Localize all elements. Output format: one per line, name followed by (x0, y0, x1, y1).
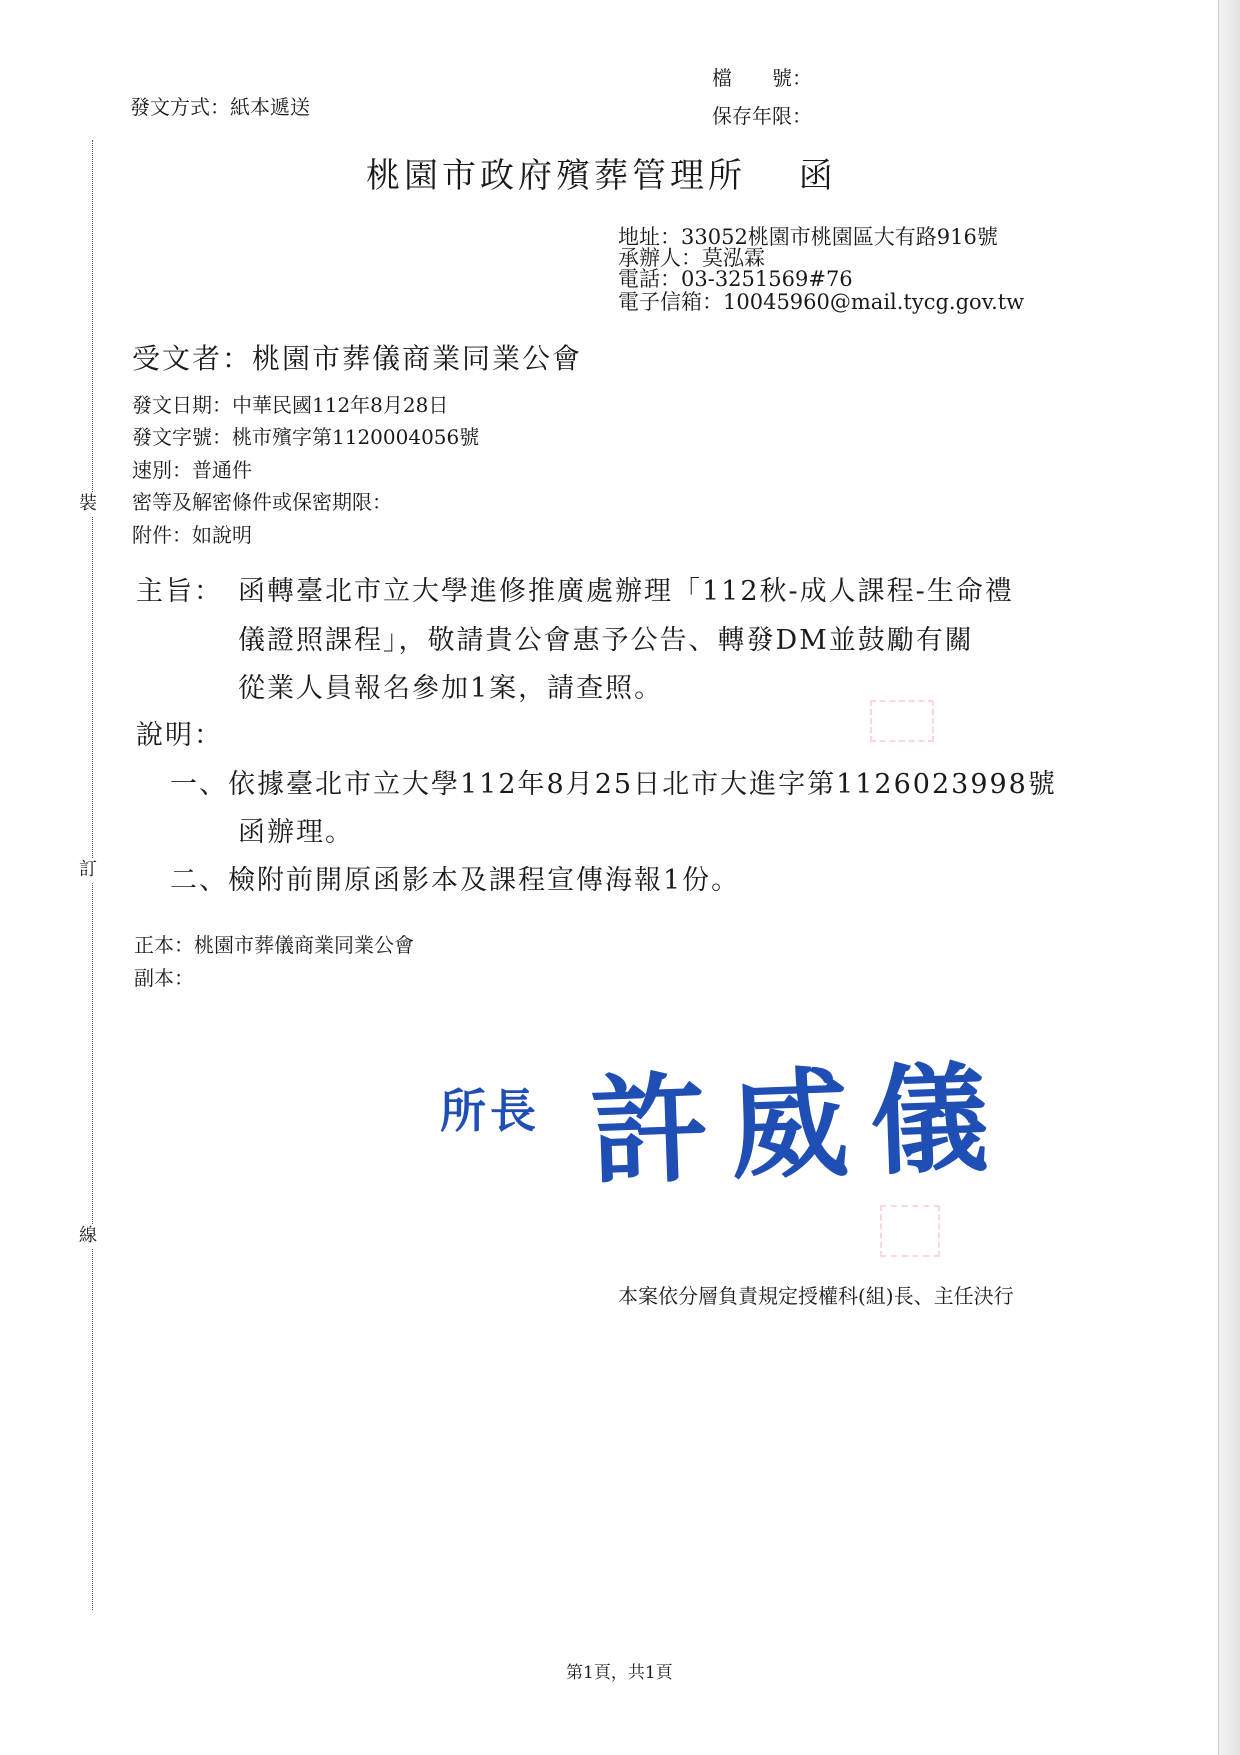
subject-line-1: 函轉臺北市立大學進修推廣處辦理「112秋-成人課程-生命禮 (238, 576, 1014, 607)
document-title: 桃園市政府殯葬管理所 函 (366, 156, 837, 196)
file-number: 檔 號： (712, 66, 812, 90)
authorization-note: 本案依分層負責規定授權科(組)長、主任決行 (618, 1284, 1014, 1308)
explanation-item-1: 一、依據臺北市立大學112年8月25日北市大進字第1126023998號 (170, 769, 1057, 800)
carbon-copy: 副本： (134, 966, 194, 990)
page-edge-shadow (1218, 0, 1240, 1755)
secrecy-level: 密等及解密條件或保密期限： (132, 490, 392, 514)
contact-handler: 承辦人：莫泓霖 (618, 246, 765, 270)
send-method: 發文方式：紙本遞送 (130, 95, 310, 119)
binding-char-zhuang: 裝 (76, 492, 100, 516)
attachment: 附件：如說明 (132, 523, 252, 547)
faint-seal-mark (880, 1205, 940, 1257)
binding-char-ding: 訂 (76, 858, 100, 882)
original-copy: 正本：桃園市葬儀商業同業公會 (134, 933, 414, 957)
explanation-item-2: 二、檢附前開原函影本及課程宣傳海報1份。 (170, 865, 741, 896)
page-number: 第1頁，共1頁 (566, 1663, 673, 1683)
subject-line-3: 從業人員報名參加1案，請查照。 (238, 673, 664, 704)
issue-date: 發文日期：中華民國112年8月28日 (132, 393, 449, 417)
binding-char-xian: 線 (76, 1224, 100, 1248)
explanation-label: 說明： (136, 720, 223, 751)
faint-seal-mark (870, 700, 934, 742)
signature-name: 許威儀 (588, 1048, 1013, 1202)
contact-address: 地址：33052桃園市桃園區大有路916號 (618, 225, 998, 249)
subject-line-2: 儀證照課程」，敬請貴公會惠予公告、轉發DM並鼓勵有關 (238, 625, 974, 656)
contact-email: 電子信箱：10045960@mail.tycg.gov.tw (618, 290, 1025, 314)
subject-label: 主旨： (136, 576, 223, 607)
signature-title: 所長 (440, 1084, 540, 1138)
document-number: 發文字號：桃市殯字第1120004056號 (132, 425, 480, 449)
explanation-item-1-cont: 函辦理。 (238, 817, 354, 848)
recipient: 受文者：桃園市葬儀商業同業公會 (132, 342, 583, 375)
retention-period: 保存年限： (712, 104, 812, 128)
contact-phone: 電話：03-3251569#76 (618, 267, 853, 291)
delivery-speed: 速別：普通件 (132, 458, 252, 482)
